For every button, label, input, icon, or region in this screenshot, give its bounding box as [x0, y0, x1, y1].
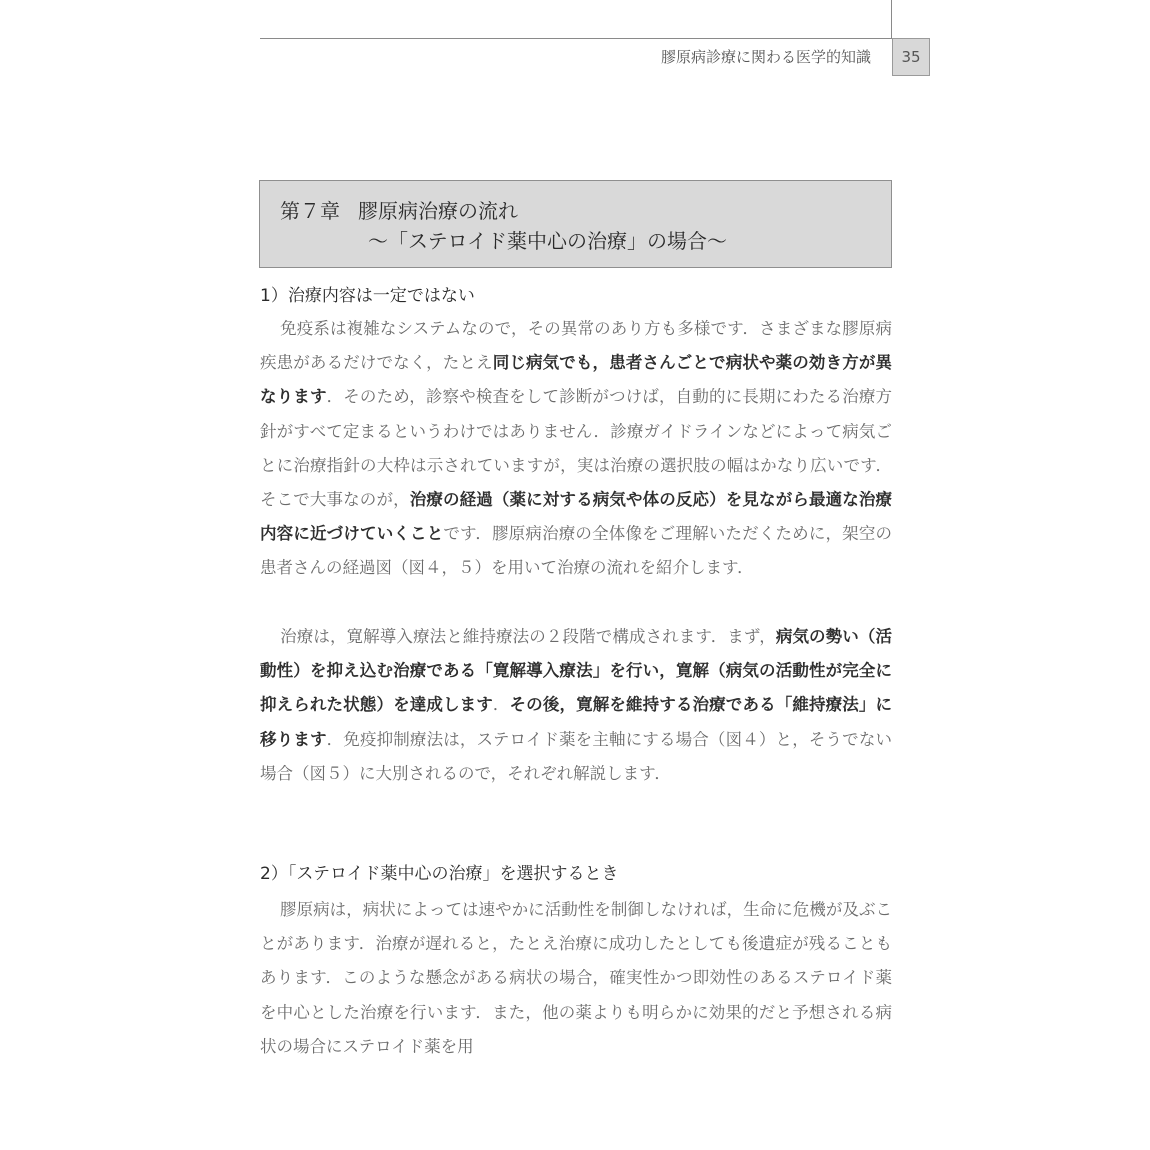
chapter-title: 膠原病治療の流れ — [358, 199, 518, 223]
text-run: 膠原病は，病状によっては速やかに活動性を制御しなければ，生命に危機が及ぶことがあります．治療が遅れると，たとえ治療に成功したとしても後遺症が残ることもあります．このような懸念がある病状の場合，確実性かつ即効性のあるステロイド薬を中心とした治療を行います．また，他の薬よりも明らかに効果的だと予想される病状の場合にステロイド薬を用 — [260, 900, 892, 1056]
section-heading-1: 1）治療内容は一定ではない — [260, 286, 475, 306]
chapter-heading — [280, 199, 518, 223]
section1-paragraph-1 — [260, 312, 892, 586]
emphasis-run: その後，寛解を維持する治療である「維持療法」に移ります — [260, 695, 893, 749]
section2-paragraph-1 — [260, 893, 892, 1064]
section1-paragraph-2 — [260, 620, 892, 791]
emphasis-run: 治療の経過（薬に対する病気や体の反応）を見ながら最適な治療内容に近づけていくこと — [260, 490, 893, 544]
emphasis-run: 同じ病気でも，患者さんごとで病状や薬の効き方が異なります — [260, 353, 892, 407]
emphasis-run: 病気の勢い（活動性）を抑え込む治療である「寛解導入療法」を行い，寛解（病気の活動性が完全に抑えられた状態）を達成します — [260, 627, 892, 715]
text-run: 免疫系は複雑なシステムなので，その異常のあり方も多様です．さまざまな膠原病疾患があるだけでなく，たとえ — [260, 319, 892, 373]
text-run: ． — [492, 695, 510, 715]
chapter-title-box — [259, 180, 892, 268]
chapter-number: 第７章 — [280, 199, 340, 223]
text-run: ．そのため，診察や検査をして診断がつけば，自動的に長期にわたる治療方針がすべて定まるというわけではありません．診療ガイドラインなどによって病気ごとに治療指針の大枠は示されていますが，実は治療の選択肢の幅はかなり広いです．そこで大事なのが， — [260, 387, 893, 510]
text-run: です．膠原病治療の全体像をご理解いただくために，架空の患者さんの経過図（図４，５）を用いて治療の流れを紹介します． — [260, 524, 893, 578]
chapter-subtitle: ～「ステロイド薬中心の治療」の場合～ — [368, 229, 727, 253]
section-heading-2: 2）「ステロイド薬中心の治療」を選択するとき — [260, 864, 619, 884]
running-title: 膠原病診療に関わる医学的知識 — [660, 48, 871, 66]
header-vertical-rule — [891, 0, 892, 38]
text-run: ．免疫抑制療法は，ステロイド薬を主軸にする場合（図４）と，そうでない場合（図５）に大別されるので，それぞれ解説します． — [260, 729, 892, 783]
text-run: 治療は，寛解導入療法と維持療法の２段階で構成されます．まず， — [280, 627, 776, 646]
page-number: 35 — [892, 38, 930, 76]
header-rule — [260, 38, 892, 39]
